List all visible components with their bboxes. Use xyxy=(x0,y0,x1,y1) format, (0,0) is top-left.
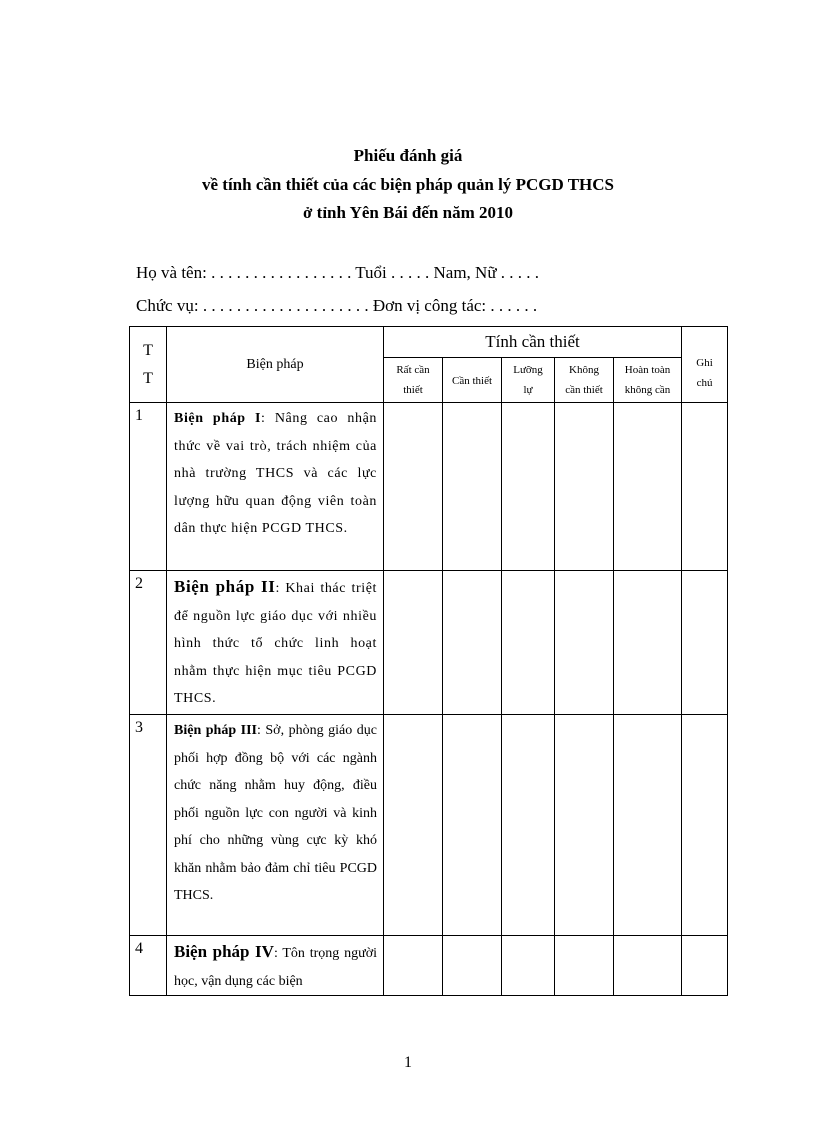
row-description xyxy=(167,936,384,996)
measure-text: : Tôn trọng người học, vận dụng các biện xyxy=(174,946,377,989)
row-number: 1 xyxy=(130,403,167,571)
measure-label: Biện pháp II xyxy=(174,577,276,596)
header-luong-lu xyxy=(502,358,555,403)
note-cell[interactable] xyxy=(682,715,728,936)
measure-text: : Khai thác triệt để nguồn lực giáo dục với nhiều hình thức tổ chức linh hoạt nhằm thực hiện mục tiêu PCGD THCS. xyxy=(174,581,378,706)
rating-cell[interactable] xyxy=(614,403,682,571)
header-hoan-toan-khong-can xyxy=(614,358,682,403)
rating-cell[interactable] xyxy=(443,715,502,936)
measure-label: Biện pháp III xyxy=(174,723,257,738)
evaluation-table xyxy=(129,326,728,996)
rating-cell[interactable] xyxy=(614,715,682,936)
header-bien-phap: Biện pháp xyxy=(167,327,384,403)
rating-cell[interactable] xyxy=(555,571,614,715)
header-rat-can-thiet xyxy=(384,358,443,403)
personal-info-line: Họ và tên: . . . . . . . . . . . . . . . . . Tuổi . . . . . Nam, Nữ . . . . . xyxy=(136,263,540,282)
header-ghi-line2: chú xyxy=(696,376,713,389)
note-cell[interactable] xyxy=(682,936,728,996)
row-description xyxy=(167,715,384,936)
note-cell[interactable] xyxy=(682,571,728,715)
table-row xyxy=(130,403,728,571)
rating-cell[interactable] xyxy=(443,571,502,715)
header-khong-can-thiet xyxy=(555,358,614,403)
rating-cell[interactable] xyxy=(384,403,443,571)
note-cell[interactable] xyxy=(682,403,728,571)
form-subtitle: về tính cần thiết của các biện pháp quản lý PCGD THCS xyxy=(201,175,614,194)
header-col-line2: không cần xyxy=(624,384,671,396)
header-col-line2: thiết xyxy=(403,384,423,396)
header-col-line1: Rất cần xyxy=(396,364,430,376)
rating-cell[interactable] xyxy=(384,936,443,996)
header-can-thiet xyxy=(443,358,502,403)
rating-cell[interactable] xyxy=(614,571,682,715)
row-description xyxy=(167,403,384,571)
rating-cell[interactable] xyxy=(502,715,555,936)
header-col-line2: cần thiết xyxy=(565,384,603,396)
header-col-line1: Lưỡng xyxy=(513,364,543,376)
rating-cell[interactable] xyxy=(384,715,443,936)
row-number: 3 xyxy=(130,715,167,936)
rating-cell[interactable] xyxy=(555,403,614,571)
header-tt-top: T xyxy=(143,341,153,359)
header-col-line1: Cần thiết xyxy=(451,375,493,387)
header-tinh-can-thiet: Tính cần thiết xyxy=(384,327,682,358)
table-row xyxy=(130,715,728,936)
table-row xyxy=(130,571,728,715)
header-col-line1: Hoàn toàn xyxy=(624,364,671,376)
measure-label: Biện pháp IV xyxy=(174,942,274,961)
header-tt xyxy=(130,327,167,403)
measure-label: Biện pháp I xyxy=(174,411,262,426)
form-subtitle-location: ở tỉnh Yên Bái đến năm 2010 xyxy=(303,203,513,222)
rating-cell[interactable] xyxy=(502,571,555,715)
measure-text: : Nâng cao nhận thức về vai trò, trách nhiệm của nhà trường THCS và các lực lượng hữu quan động viên toàn dân thực hiện PCGD THCS. xyxy=(174,411,378,536)
rating-cell[interactable] xyxy=(502,936,555,996)
position-info-line: Chức vụ: . . . . . . . . . . . . . . . . . . . . Đơn vị công tác: . . . . . . xyxy=(136,296,538,315)
rating-cell[interactable] xyxy=(555,936,614,996)
header-col-line2: lự xyxy=(523,384,533,396)
form-title: Phiếu đánh giá xyxy=(353,146,463,165)
rating-cell[interactable] xyxy=(614,936,682,996)
header-row-top xyxy=(130,327,728,358)
rating-cell[interactable] xyxy=(502,403,555,571)
rating-cell[interactable] xyxy=(555,715,614,936)
header-tt-bottom: T xyxy=(143,369,153,387)
page-number: 1 xyxy=(404,1054,412,1071)
measure-text: : Sở, phòng giáo dục phối hợp đồng bộ với các ngành chức năng nhằm huy động, điều phối nguồn lực con người và kinh phí cho những vùng cực kỳ khó khăn nhằm bảo đảm chỉ tiêu PCGD THCS. xyxy=(174,723,377,903)
rating-cell[interactable] xyxy=(443,403,502,571)
table-row xyxy=(130,936,728,996)
row-description xyxy=(167,571,384,715)
rating-cell[interactable] xyxy=(443,936,502,996)
header-col-line1: Không xyxy=(569,364,599,376)
header-ghi-line1: Ghi xyxy=(696,356,713,369)
row-number: 2 xyxy=(130,571,167,715)
header-ghi-chu xyxy=(682,327,728,403)
rating-cell[interactable] xyxy=(384,571,443,715)
row-number: 4 xyxy=(130,936,167,996)
